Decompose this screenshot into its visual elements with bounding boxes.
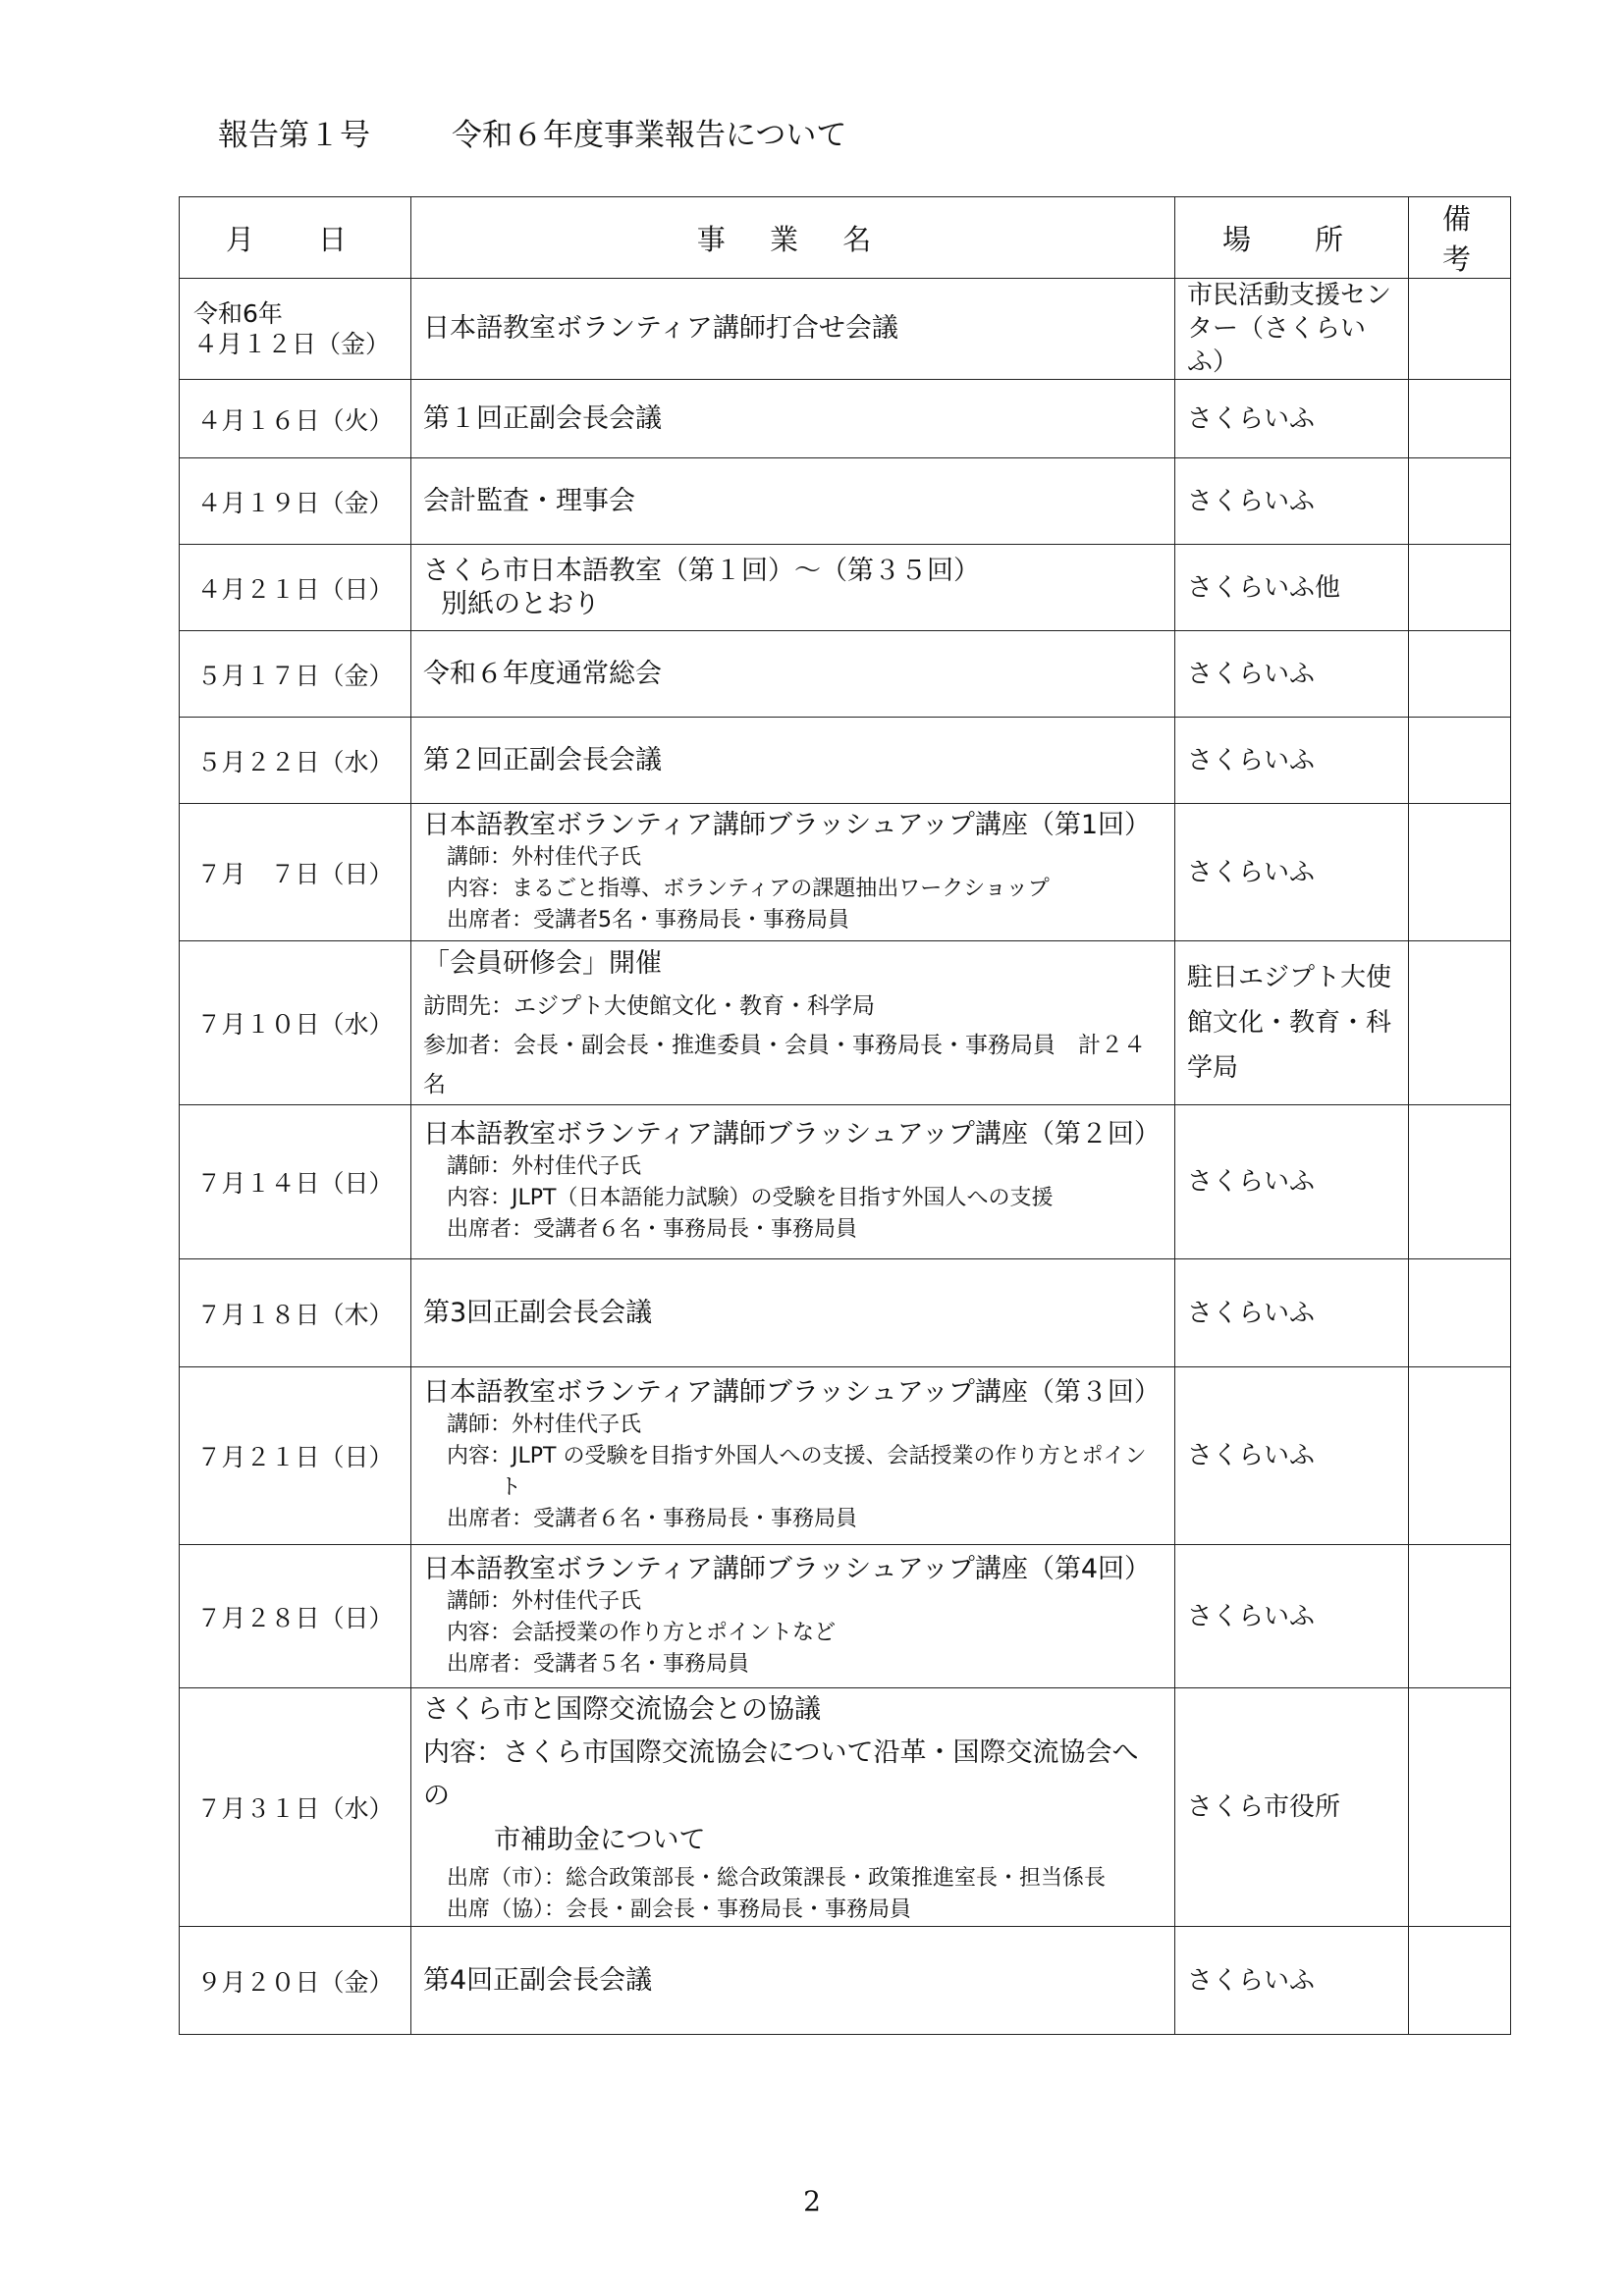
event-detail: ト (500, 1475, 522, 1500)
event-title: 会計監査・理事会 (423, 485, 635, 516)
event-detail: 出席者：受講者６名・事務局長・事務局員 (447, 1217, 858, 1242)
table-row (180, 1259, 1511, 1367)
event-name-cell (411, 718, 1175, 804)
event-name-cell (411, 380, 1175, 458)
event-name-cell (411, 1927, 1175, 2035)
note-cell (1409, 545, 1511, 631)
note-cell (1409, 718, 1511, 804)
date-cell: ７月３１日（水） (180, 1688, 411, 1927)
event-title: 日本語教室ボランティア講師ブラッシュアップ講座（第4回） (423, 1553, 1152, 1584)
date-cell: ４月１６日（火） (180, 380, 411, 458)
event-detail: 講師：外村佳代子氏 (447, 844, 642, 870)
event-detail: 内容：JLPT の受験を目指す外国人への支援、会話授業の作り方とポイン (447, 1444, 1147, 1468)
event-detail: 出席者：受講者５名・事務局員 (447, 1651, 750, 1677)
note-cell (1409, 1545, 1511, 1688)
header-note: 備 考 (1409, 197, 1511, 279)
place-cell: さくらいふ (1175, 380, 1409, 458)
place-cell: さくら市役所 (1175, 1688, 1409, 1927)
era-label: 令和6年 (193, 299, 283, 328)
event-detail: 出席（協）：会長・副会長・事務局長・事務局員 (447, 1897, 912, 1922)
date-cell: ７月 ７日（日） (180, 804, 411, 941)
date-cell: ７月１８日（木） (180, 1259, 411, 1367)
date-cell: ４月２１日（日） (180, 545, 411, 631)
event-detail: 市補助金について (494, 1825, 706, 1855)
event-detail: 出席（市）：総合政策部長・総合政策課長・政策推進室長・担当係長 (447, 1866, 1107, 1891)
page-number: 2 (803, 2185, 821, 2217)
event-name-cell (411, 1545, 1175, 1688)
table-row (180, 545, 1511, 631)
activity-table (179, 196, 1511, 2035)
table-row (180, 279, 1511, 380)
event-detail: 出席者：受講者６名・事務局長・事務局員 (447, 1507, 858, 1531)
note-cell (1409, 380, 1511, 458)
place-cell: さくらいふ (1175, 718, 1409, 804)
note-cell (1409, 279, 1511, 380)
event-detail: 内容：JLPT（日本語能力試験）の受験を目指す外国人への支援 (447, 1186, 1054, 1210)
note-cell (1409, 804, 1511, 941)
date-cell: ５月１７日（金） (180, 631, 411, 718)
table-row (180, 1105, 1511, 1259)
note-cell (1409, 1259, 1511, 1367)
table-row (180, 718, 1511, 804)
event-detail: 内容：会話授業の作り方とポイントなど (447, 1620, 837, 1645)
event-title: 第3回正副会長会議 (423, 1297, 653, 1328)
event-title: 第4回正副会長会議 (423, 1964, 653, 1996)
place-cell: さくらいふ (1175, 1105, 1409, 1259)
event-detail: 講師：外村佳代子氏 (447, 1154, 642, 1179)
event-detail: 参加者：会長・副会長・推進委員・会員・事務局長・事務局員 計２４名 (423, 1033, 1146, 1097)
table-row (180, 458, 1511, 545)
place-cell: 駐日エジプト大使館文化・教育・科学局 (1175, 941, 1409, 1105)
date-cell (180, 279, 411, 380)
table-row (180, 1545, 1511, 1688)
date-text: ４月１２日（金） (193, 330, 391, 358)
event-name-cell (411, 279, 1175, 380)
table-row (180, 941, 1511, 1105)
event-detail: 別紙のとおり (441, 588, 600, 619)
date-cell: ４月１９日（金） (180, 458, 411, 545)
place-cell: さくらいふ (1175, 1927, 1409, 2035)
table-row (180, 804, 1511, 941)
note-cell (1409, 1105, 1511, 1259)
date-cell: ７月２１日（日） (180, 1367, 411, 1545)
place-cell: さくらいふ他 (1175, 545, 1409, 631)
event-title: 日本語教室ボランティア講師ブラッシュアップ講座（第1回） (423, 809, 1152, 840)
header-event-name: 事 業 名 (411, 197, 1175, 279)
note-cell (1409, 1688, 1511, 1927)
note-cell (1409, 941, 1511, 1105)
note-cell (1409, 458, 1511, 545)
place-cell: さくらいふ (1175, 631, 1409, 718)
place-cell: さくらいふ (1175, 1367, 1409, 1545)
table-row (180, 1367, 1511, 1545)
event-name-cell (411, 941, 1175, 1105)
table-row (180, 1688, 1511, 1927)
event-detail: 講師：外村佳代子氏 (447, 1413, 642, 1437)
event-name-cell (411, 458, 1175, 545)
event-title: 令和６年度通常総会 (423, 658, 662, 689)
event-title: 第１回正副会長会議 (423, 402, 662, 434)
event-title: 日本語教室ボランティア講師ブラッシュアップ講座（第３回） (423, 1377, 1161, 1408)
place-cell: さくらいふ (1175, 1545, 1409, 1688)
date-cell: ５月２２日（水） (180, 718, 411, 804)
table-row (180, 1927, 1511, 2035)
event-detail: 内容：まるごと指導、ボランティアの課題抽出ワークショップ (447, 876, 1050, 901)
event-name-cell (411, 1105, 1175, 1259)
event-title: さくら市日本語教室（第１回）～（第３５回） (423, 555, 980, 586)
note-cell (1409, 1927, 1511, 2035)
header-place: 場 所 (1175, 197, 1409, 279)
event-name-cell (411, 1688, 1175, 1927)
event-detail: 講師：外村佳代子氏 (447, 1588, 642, 1614)
table-row (180, 631, 1511, 718)
event-name-cell (411, 1367, 1175, 1545)
note-cell (1409, 631, 1511, 718)
table-header-row (180, 197, 1511, 279)
event-detail: 内容：さくら市国際交流協会について沿革・国際交流協会への (423, 1737, 1139, 1811)
event-title: 第２回正副会長会議 (423, 744, 662, 775)
event-detail: 訪問先：エジプト大使館文化・教育・科学局 (423, 993, 875, 1019)
date-cell: ７月１４日（日） (180, 1105, 411, 1259)
event-name-cell (411, 545, 1175, 631)
event-name-cell (411, 1259, 1175, 1367)
report-title: 令和６年度事業報告について (452, 118, 847, 153)
date-cell: ７月２８日（日） (180, 1545, 411, 1688)
event-detail: 出席者：受講者5名・事務局長・事務局員 (447, 907, 849, 933)
event-title: 日本語教室ボランティア講師ブラッシュアップ講座（第２回） (423, 1119, 1161, 1149)
event-name-cell (411, 631, 1175, 718)
place-cell: さくらいふ (1175, 804, 1409, 941)
table-row (180, 380, 1511, 458)
report-number: 報告第１号 (218, 118, 370, 153)
report-heading (218, 110, 846, 154)
place-cell: さくらいふ (1175, 1259, 1409, 1367)
header-date: 月 日 (180, 197, 411, 279)
event-title: さくら市と国際交流協会との協議 (423, 1694, 821, 1725)
place-cell: 市民活動支援センター（さくらいふ） (1175, 279, 1409, 380)
place-cell: さくらいふ (1175, 458, 1409, 545)
date-cell: ９月２０日（金） (180, 1927, 411, 2035)
event-title: 日本語教室ボランティア講師打合せ会議 (423, 313, 898, 344)
date-cell: ７月１０日（水） (180, 941, 411, 1105)
event-title: 「会員研修会」開催 (423, 948, 662, 979)
event-name-cell (411, 804, 1175, 941)
note-cell (1409, 1367, 1511, 1545)
